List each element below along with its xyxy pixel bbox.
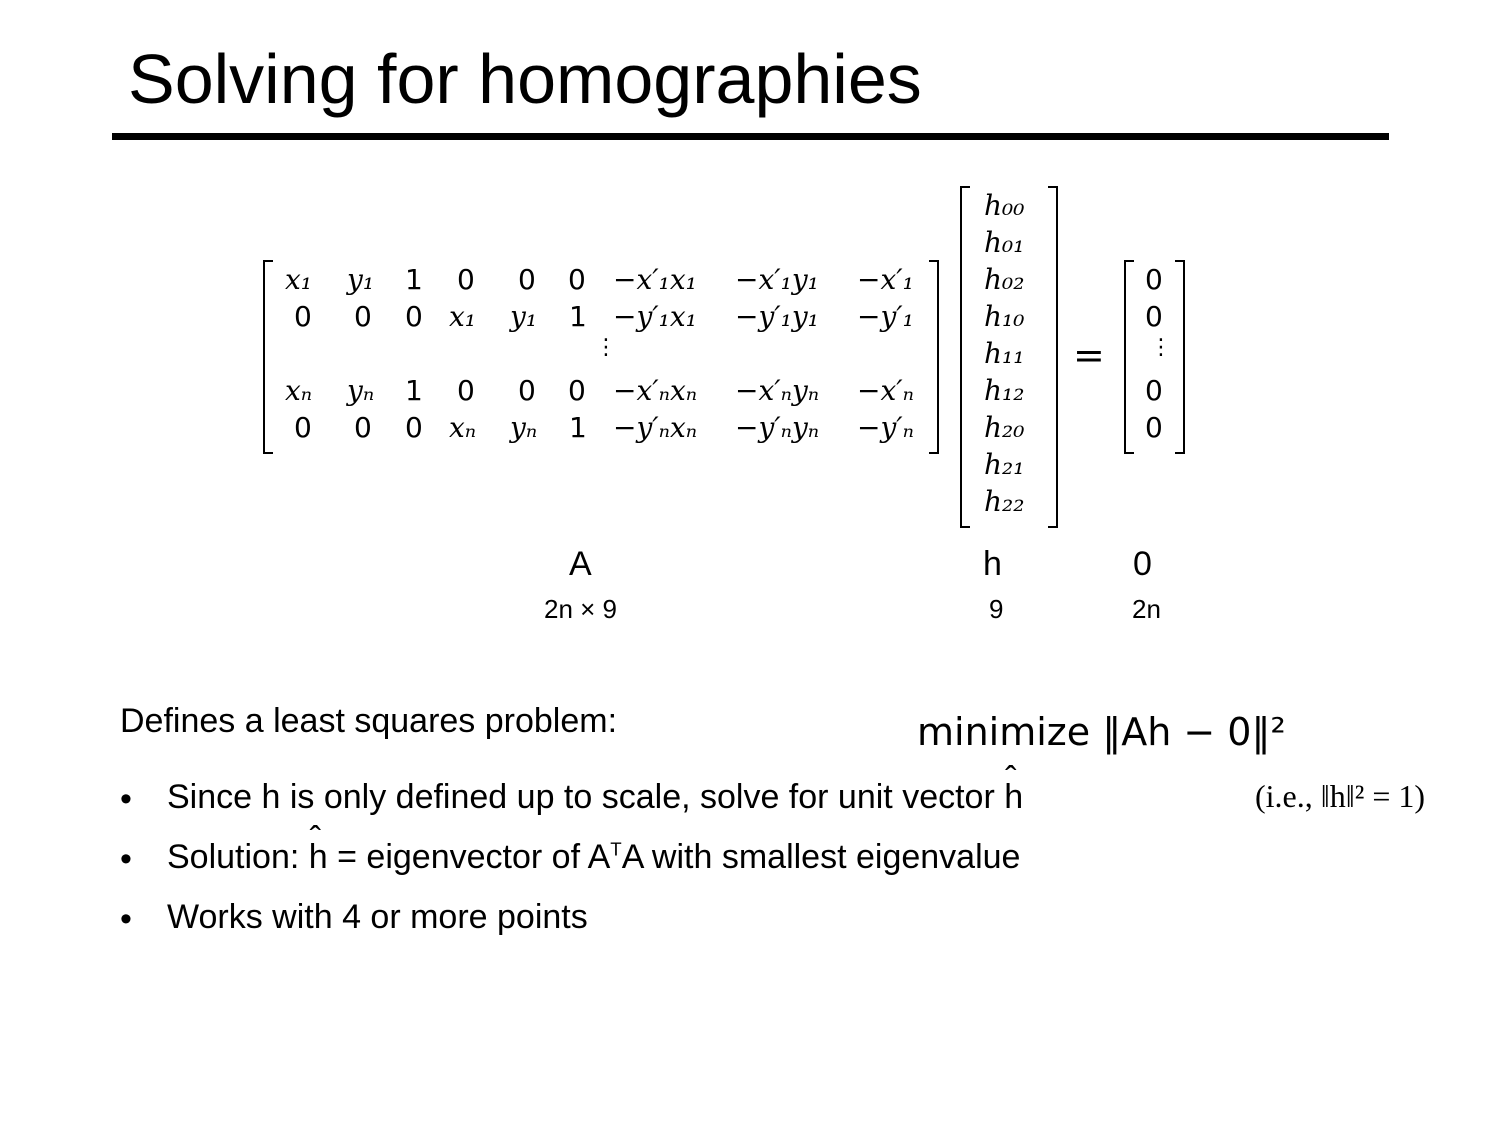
vector-zero-entry: 0	[1145, 374, 1163, 407]
least-squares-objective: minimize ‖Ah − 0‖²	[917, 710, 1286, 754]
vector-zero-right-bracket	[1175, 260, 1185, 454]
matrix-a-cell: 0	[405, 411, 423, 444]
matrix-a-cell: −y′ₙxₙ	[613, 411, 698, 444]
matrix-a-cell: 1	[569, 300, 587, 333]
bullet-2-text-mid: = eigenvector of A	[327, 838, 611, 876]
vector-h-entry: h₀₁	[984, 226, 1025, 259]
matrix-a-cell: −x′₁y₁	[735, 263, 819, 296]
matrix-a-cell: 0	[354, 300, 372, 333]
dims-zero: 2n	[1132, 594, 1161, 624]
matrix-a-cell: −x′ₙ	[857, 374, 914, 407]
h-hat-symbol: ˆ h	[1004, 780, 1023, 814]
vector-zero-entry: 0	[1145, 263, 1163, 296]
label-a: A	[569, 545, 592, 583]
vector-h-entry: h₂₀	[984, 411, 1025, 444]
bullet-1-text	[167, 780, 1023, 814]
matrix-a-cell: −y′₁	[857, 300, 914, 333]
matrix-a-cell: y₁	[510, 300, 538, 333]
dims-a: 2n × 9	[544, 594, 618, 624]
vector-h-left-bracket	[960, 186, 970, 528]
matrix-a-cell: 0	[518, 263, 536, 296]
vector-h-entry: h₁₂	[984, 374, 1025, 407]
matrix-a-cell: y₁	[347, 263, 375, 296]
matrix-a-cell: 0	[405, 300, 423, 333]
matrix-a-cell: −y′₁y₁	[735, 300, 819, 333]
bullet-1-text-main: Since h is only defined up to scale, solve for unit vector	[167, 778, 1005, 816]
vector-h-entry: h₂₁	[984, 448, 1025, 481]
unit-norm-note: (i.e., ‖h‖² = 1)	[1255, 778, 1426, 814]
matrix-a-cell: −y′ₙyₙ	[735, 411, 820, 444]
matrix-a-cell: 0	[568, 374, 586, 407]
matrix-a-cell: yₙ	[347, 374, 375, 407]
h-hat-symbol: ˆ h	[309, 840, 328, 874]
matrix-a-cell: xₙ	[285, 374, 313, 407]
matrix-a-cell: −y′₁x₁	[613, 300, 697, 333]
matrix-a-cell: 1	[405, 263, 423, 296]
bullet-symbol: •	[120, 840, 132, 878]
matrix-a-cell: −y′ₙ	[857, 411, 914, 444]
matrix-a-cell: 0	[294, 300, 312, 333]
dims-h: 9	[989, 594, 1004, 624]
matrix-a-cell: 0	[568, 263, 586, 296]
matrix-a-cell: −x′₁	[857, 263, 914, 296]
matrix-a-cell: 0	[518, 374, 536, 407]
bullet-2-text	[167, 840, 1020, 874]
vector-h-entry: h₂₂	[984, 485, 1025, 518]
bullet-3-text: Works with 4 or more points	[167, 898, 588, 936]
bullet-symbol: •	[120, 780, 132, 818]
matrix-a-cell: −x′ₙyₙ	[735, 374, 820, 407]
matrix-a-cell: xₙ	[449, 411, 477, 444]
matrix-a-right-bracket	[929, 260, 939, 454]
matrix-a-cell: 0	[354, 411, 372, 444]
label-zero: 0	[1133, 545, 1152, 583]
transpose-superscript: T	[610, 838, 622, 860]
bullet-2-text-start: Solution:	[167, 838, 309, 876]
matrix-a-cell: x₁	[449, 300, 477, 333]
vector-zero-entry: 0	[1145, 300, 1163, 333]
vector-h-entry: h₀₂	[984, 263, 1025, 296]
vector-h-right-bracket	[1048, 186, 1058, 528]
vector-zero-left-bracket	[1124, 260, 1134, 454]
matrix-a-cell: 0	[294, 411, 312, 444]
matrix-a-cell: 1	[569, 411, 587, 444]
matrix-a-vdots: ⋮	[595, 335, 617, 360]
matrix-a-left-bracket	[263, 260, 273, 454]
title-underline	[112, 133, 1389, 140]
equals-sign: =	[1073, 333, 1105, 377]
bullet-symbol: •	[120, 900, 132, 938]
vector-zero-entry: 0	[1145, 411, 1163, 444]
matrix-a-cell: 0	[457, 374, 475, 407]
label-h: h	[983, 545, 1002, 583]
slide-title: Solving for homographies	[128, 40, 922, 118]
matrix-a-cell: −x′₁x₁	[613, 263, 697, 296]
vector-h-entry: h₁₁	[984, 337, 1025, 370]
matrix-a-cell: 0	[457, 263, 475, 296]
vector-h-entry: h₀₀	[984, 189, 1025, 222]
bullet-2-text-end: A with smallest eigenvalue	[621, 838, 1021, 876]
vector-h-entry: h₁₀	[984, 300, 1025, 333]
matrix-a-cell: yₙ	[510, 411, 538, 444]
least-squares-intro: Defines a least squares problem:	[120, 702, 618, 740]
matrix-a-cell: 1	[405, 374, 423, 407]
matrix-a-cell: x₁	[285, 263, 313, 296]
vector-zero-vdots: ⋮	[1150, 335, 1172, 360]
matrix-a-cell: −x′ₙxₙ	[613, 374, 698, 407]
